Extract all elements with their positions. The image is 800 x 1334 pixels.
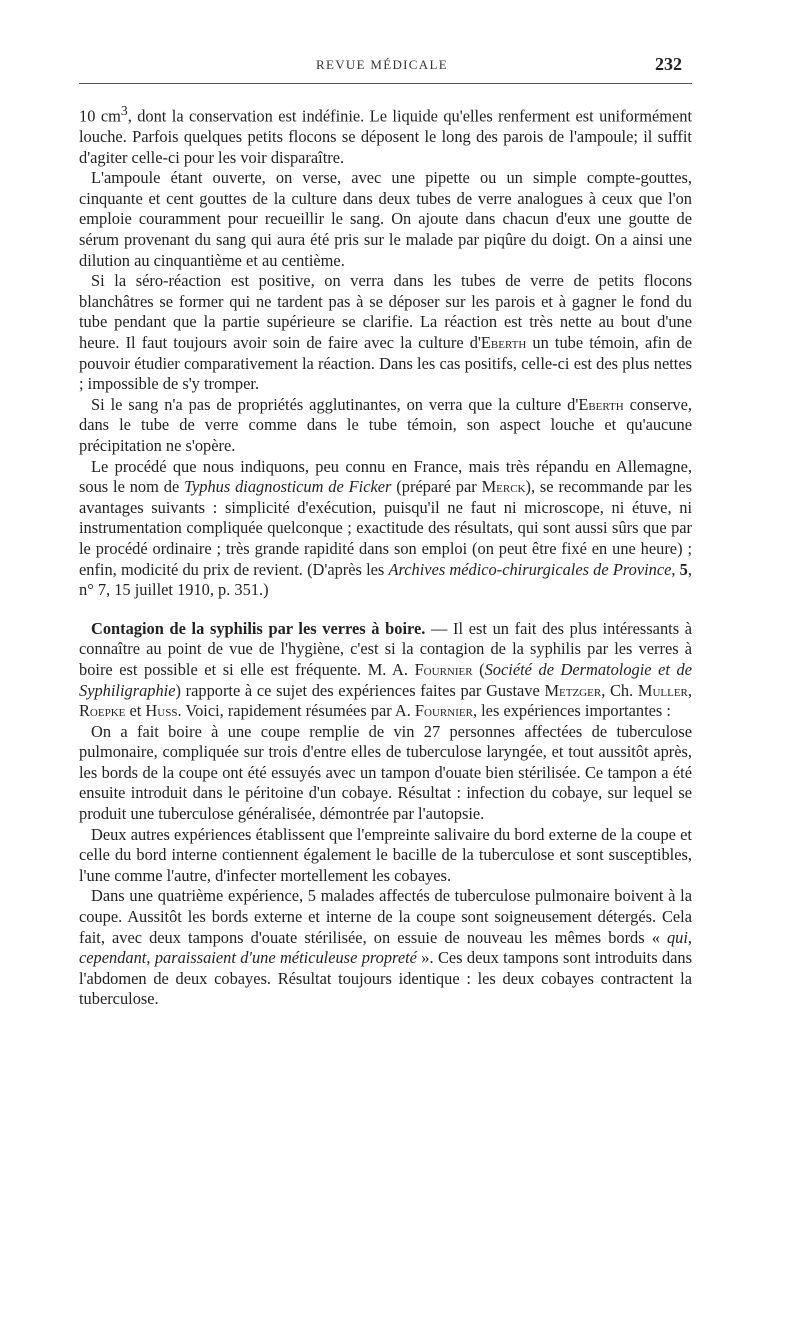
paragraph-1-text: 10 cm (79, 106, 121, 126)
author-name: Muller (637, 680, 688, 700)
paragraph-2: L'ampoule étant ouverte, on verse, avec une pipette ou un simple compte-gouttes, cinquante et cent gouttes de la culture dans deux tubes de verre analogues à ceux que l'on emploie couramment pour recueillir le sang. On ajoute dans chacun d'eux une goutte de sérum provenant du sang qui aura été pris sur le malade par piqûre du doigt. On a ainsi une dilution au cinquantième et au centième. (79, 168, 692, 270)
author-name: Fournier (414, 659, 473, 679)
paragraph-7: On a fait boire à une coupe remplie de vin 27 personnes affectées de tuberculose pulmonaire, compliquée sur trois d'entre elles de tuberculose laryngée, et tout aussitôt après, les bords de la coupe ont été essuyés avec un tampon d'ouate bien stérilisée. Ce tampon a été ensuite introduit dans le péritoine d'un cobaye. Résultat : infection du cobaye, sur lequel se produit une tuberculose généralisée, démontrée par l'autopsie. (79, 721, 692, 824)
superscript: 3 (120, 103, 128, 118)
paragraph-1 (79, 101, 692, 168)
paragraph-6-text-c: ) rapporte à ce sujet des expériences faites par Gustave (175, 680, 545, 700)
company-name: Merck (481, 477, 526, 497)
paragraph-6-text-b: ( (472, 659, 485, 679)
page-number: 232 (655, 54, 682, 74)
paragraph-6-text-f: et (125, 701, 146, 721)
paragraph-9-text: Dans une quatrième expérience, 5 malades affectés de tuberculose pulmonaire boivent à la coupe. Aussitôt les bords externe et interne de la coupe sont soigneusement détergés. Cela fait, avec deux tampons d'ouate stérilisée, on essuie de nouveau les mêmes bords « (79, 886, 692, 947)
paragraph-4 (79, 395, 692, 457)
volume-number: 5 (679, 559, 688, 579)
paragraph-4-text: Si le sang n'a pas de propriétés agglutinantes, on verra que la culture d' (91, 394, 579, 414)
paragraph-3-text-cont: un tube témoin, afin de pouvoir étudier comparativement la réaction. Dans les cas positifs, celle-ci est des plus nettes ; impossible de s'y tromper. (79, 333, 693, 394)
paragraph-5-text-c: ), se recommande par les avantages suivants : simplicité d'exécution, puisqu'il ne faut ni microscope, ni étuve, ni instrumentation compliquée quelconque ; exactitude des résultats, qui sont aussi sûrs que par le procédé ordinaire ; très grande rapidité dans son emploi (on peut être fixé en une heure) ; enfin, modicité du prix de revient. (D'après les (79, 477, 692, 579)
paragraph-4-text-cont: conserve, dans le tube de verre comme dans le tube témoin, son aspect louche et qu'aucune précipitation ne s'opère. (79, 394, 692, 455)
author-name: Metzger (544, 680, 602, 700)
paragraph-6-text-d: , Ch. (601, 680, 638, 700)
author-name: Huss (145, 701, 178, 721)
product-name: Typhus diagnosticum de Ficker (184, 477, 392, 497)
paragraph-6-text-g: . Voici, rapidement résumées par A. (177, 701, 415, 721)
journal-title: Archives médico-chirurgicales de Province (388, 559, 672, 579)
paragraph-9-text-cont: ». Ces deux tampons sont introduits dans l'abdomen de deux cobayes. Résultat toujours identique : les deux cobayes contractent la tuberculose. (79, 948, 692, 1009)
paragraph-9 (79, 886, 692, 1010)
paragraph-5-text-d: , (671, 559, 680, 579)
paragraph-1-text-cont: , dont la conservation est indéfinie. Le liquide qu'elles renferment est uniformément louche. Parfois quelques petits flocons se déposent le long des parois de l'ampoule; il suffit d'agiter celle-ci pour les voir disparaître. (79, 106, 693, 167)
quotation: qui, cependant, paraissaient d'une méticuleuse propreté (79, 927, 692, 968)
paragraph-5-text-e: , n° 7, 15 juillet 1910, p. 351.) (79, 559, 692, 600)
author-name: Fournier (414, 701, 473, 721)
paragraph-6 (79, 619, 692, 722)
paragraph-3-text: Si la séro-réaction est positive, on verra dans les tubes de verre de petits flocons blanchâtres se former qui ne tardent pas à se déposer sur les parois et à gagner le fond du tube pendant que la partie supérieure se clarifie. La réaction est très nette au bout d'une heure. Il faut toujours avoir soin de faire avec la culture d' (79, 271, 692, 352)
author-name: Eberth (578, 394, 624, 414)
paragraph-6-text: — Il est un fait des plus intéressants à connaître au point de vue de l'hygiène, c'est si la contagion de la syphilis par les verres à boire est possible et si elle est fréquente. M. A. (79, 618, 692, 679)
header-rule (79, 83, 692, 84)
paragraph-5-text: Le procédé que nous indiquons, peu connu en France, mais très répandu en Allemagne, sous le nom de (79, 456, 692, 497)
article-body (79, 101, 692, 1010)
paragraph-6-text-e: , (687, 680, 692, 700)
society-name: Société de Dermatologie et de Syphiligraphie (79, 659, 692, 700)
section-heading: Contagion de la syphilis par les verres à boire. (91, 618, 426, 638)
paragraph-3 (79, 271, 692, 395)
author-name: Roepke (79, 701, 126, 721)
running-title: REVUE MÉDICALE (316, 57, 448, 72)
paragraph-8: Deux autres expériences établissent que l'empreinte salivaire du bord externe de la coupe et celle du bord interne contiennent également le bacille de la tuberculose et sont susceptibles, l'une comme l'autre, d'infecter mortellement les cobayes. (79, 824, 692, 885)
paragraph-6-text-h: , les expériences importantes : (472, 701, 671, 721)
paragraph-5 (79, 457, 692, 601)
author-name: Eberth (480, 333, 527, 352)
paragraph-5-text-b: (préparé par (391, 477, 482, 497)
